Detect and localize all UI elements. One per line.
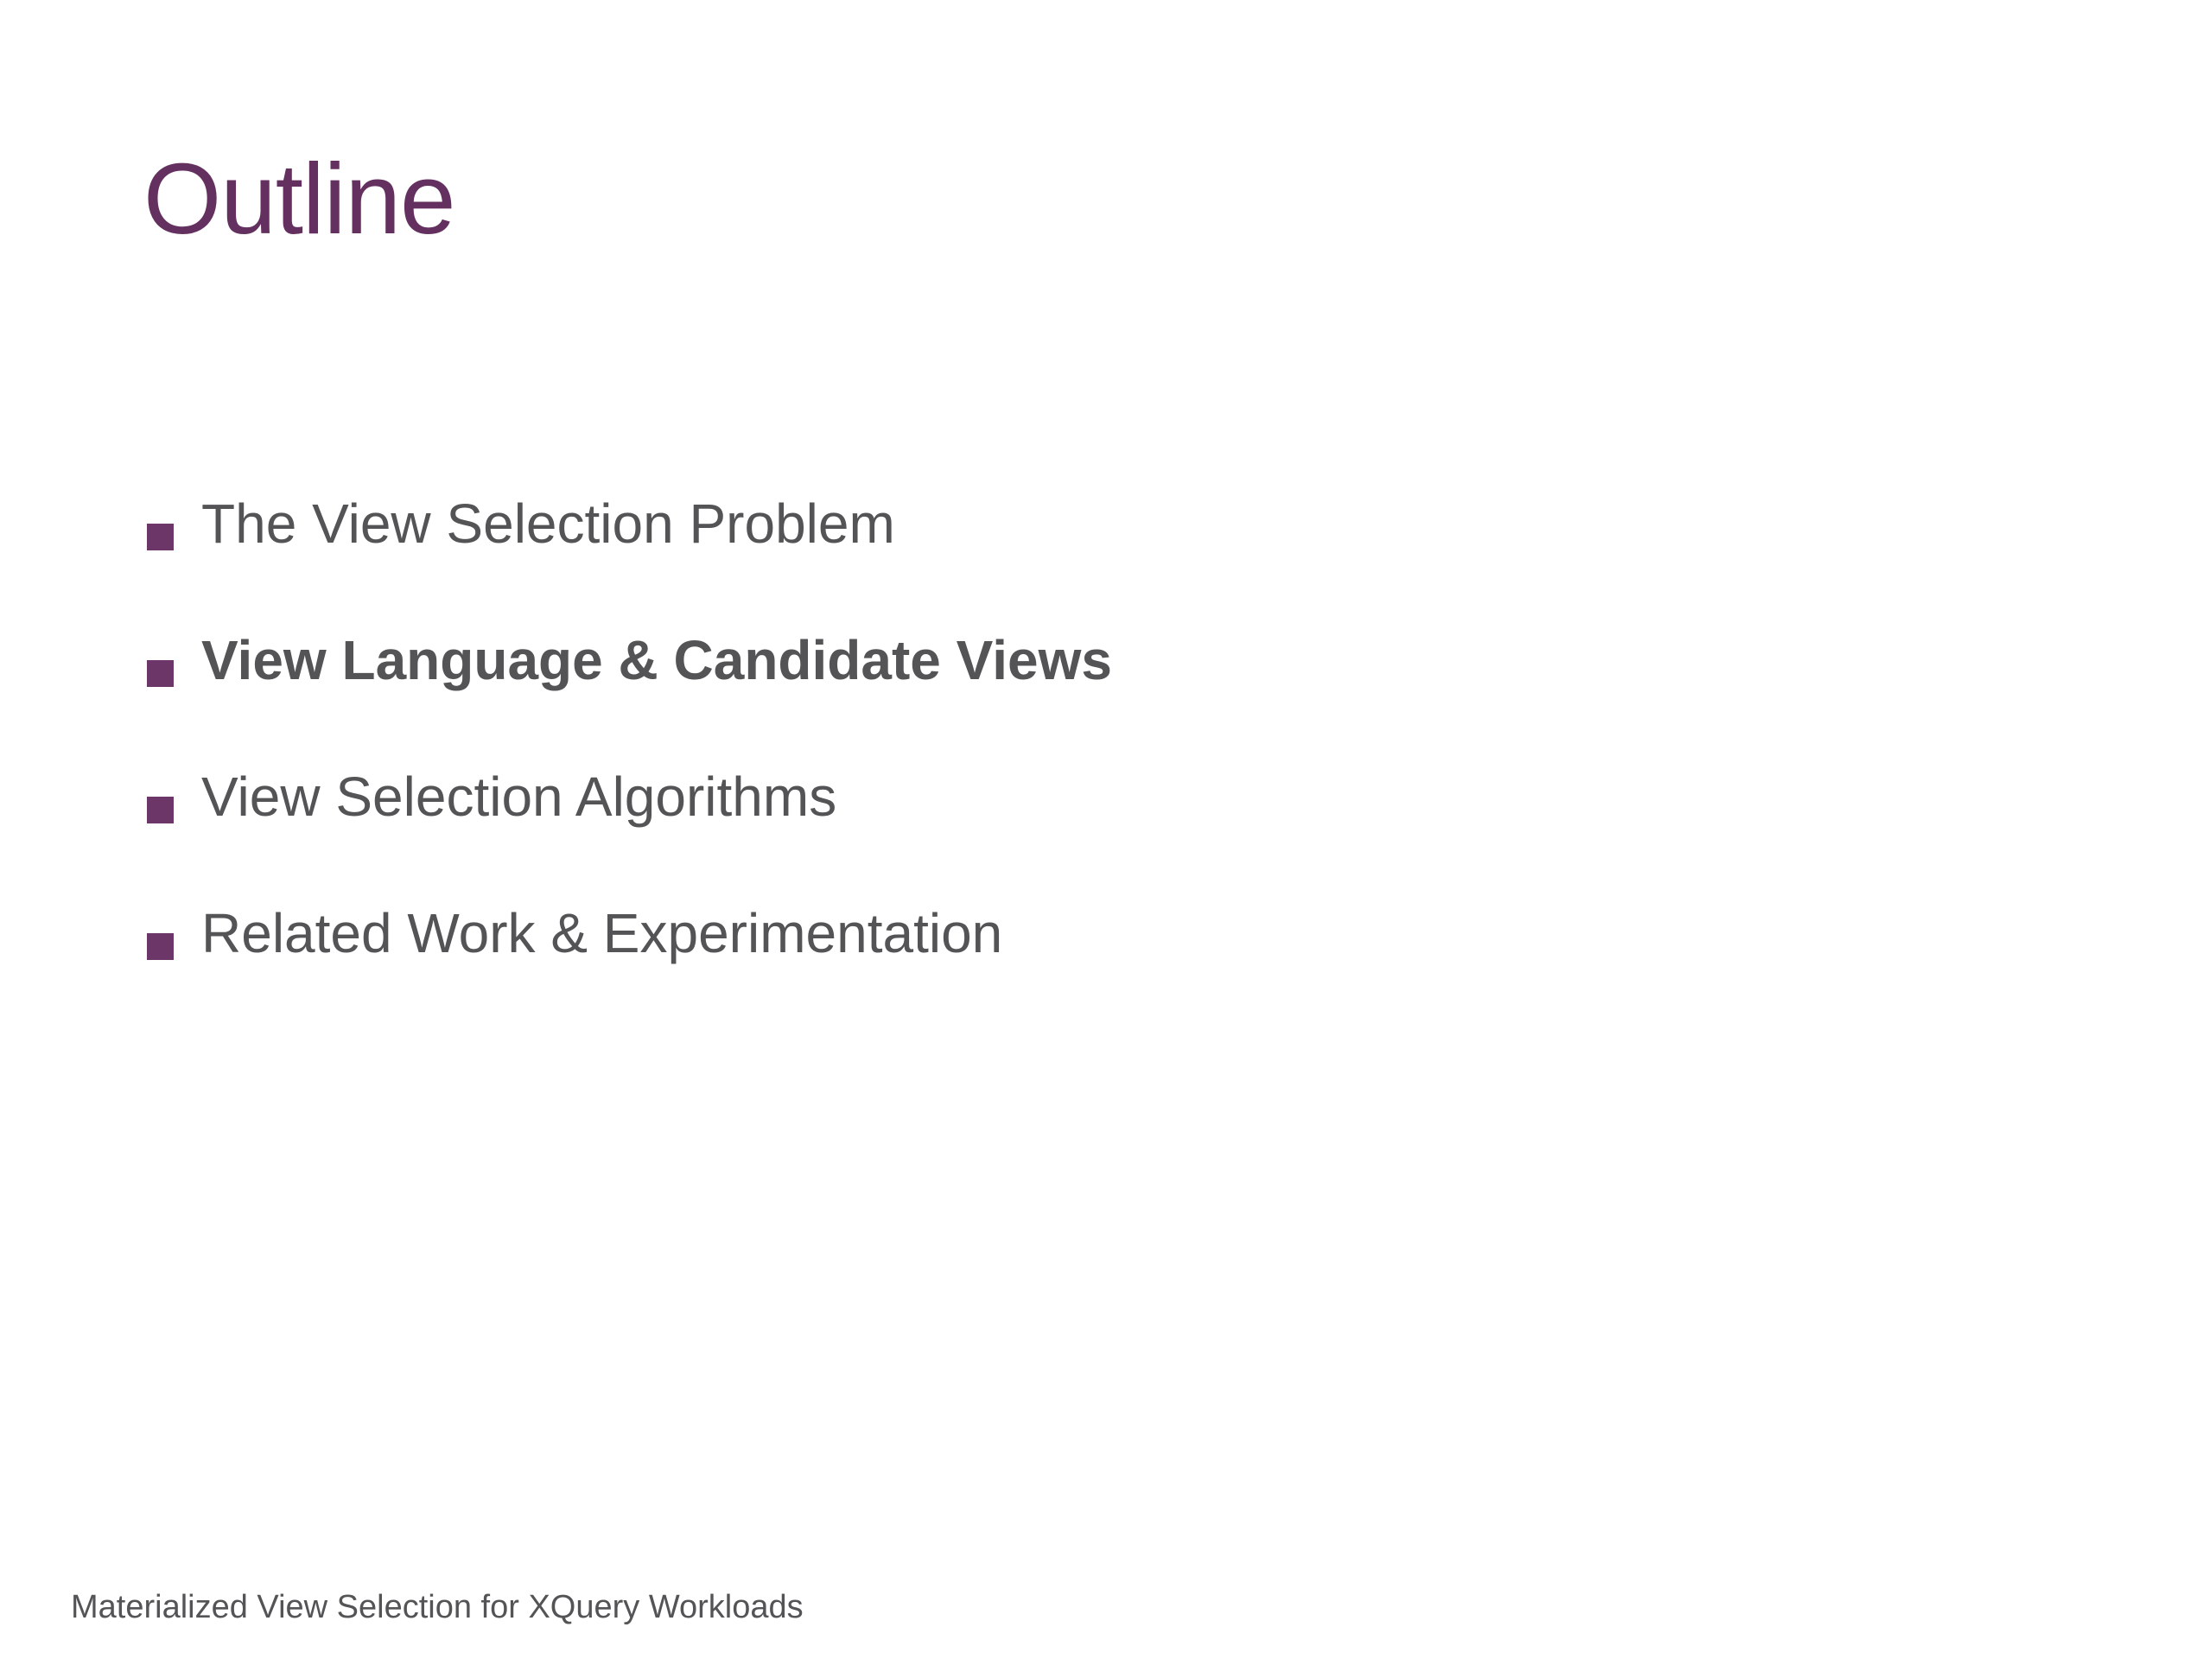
- slide-footer: Materialized View Selection for XQuery Workloads: [71, 1589, 804, 1625]
- square-bullet-icon: [147, 660, 174, 687]
- square-bullet-icon: [147, 933, 174, 960]
- outline-item: [147, 493, 1112, 629]
- outline-item-text: Related Work & Experimentation: [201, 902, 1003, 964]
- outline-item-text: View Selection Algorithms: [201, 766, 837, 828]
- square-bullet-icon: [147, 797, 174, 823]
- outline-item: [147, 902, 1112, 1039]
- slide-title: Outline: [143, 143, 455, 255]
- square-bullet-icon: [147, 524, 174, 550]
- outline-item-text: The View Selection Problem: [201, 493, 895, 555]
- outline-item-text: View Language & Candidate Views: [201, 629, 1112, 691]
- outline-item-current: [147, 629, 1112, 766]
- outline-item: [147, 766, 1112, 902]
- outline-list: [147, 493, 1112, 1039]
